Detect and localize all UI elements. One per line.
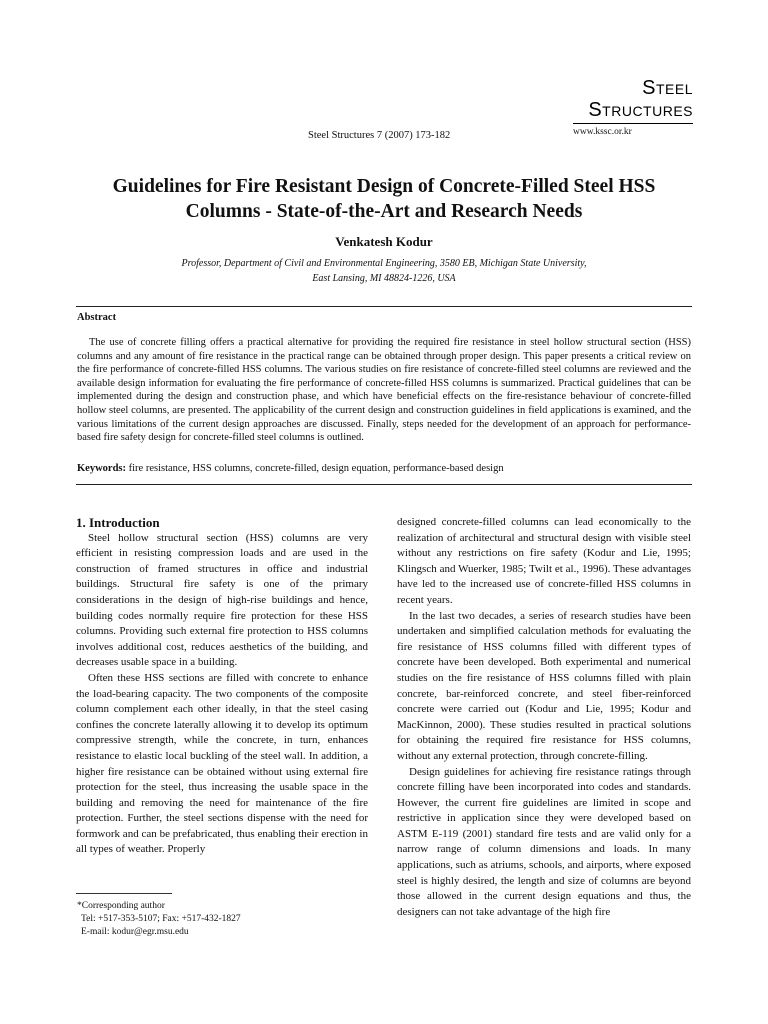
abstract-bottom-rule (76, 484, 692, 485)
footnote (77, 900, 241, 939)
logo-rule (573, 123, 693, 124)
logo-line-2: Structures (588, 99, 693, 121)
logo-line-1: Steel (642, 77, 693, 99)
journal-reference: Steel Structures 7 (2007) 173-182 (308, 130, 451, 141)
footnote-phone: Tel: +517-353-5107; Fax: +517-432-1827 (81, 914, 241, 924)
title-line-2: Columns - State-of-the-Art and Research Needs (185, 201, 583, 222)
abstract-heading: Abstract (77, 312, 117, 323)
author-affiliation (100, 256, 668, 286)
journal-url[interactable]: www.kssc.or.kr (573, 127, 632, 137)
left-column (76, 515, 368, 858)
footnote-rule (76, 893, 172, 894)
abstract-top-rule (76, 306, 692, 307)
keywords (77, 463, 504, 474)
author-name: Venkatesh Kodur (335, 234, 433, 249)
paper-title (60, 174, 708, 224)
title-line-1: Guidelines for Fire Resistant Design of Concrete-Filled Steel HSS (112, 176, 656, 197)
footnote-corresponding: *Corresponding author (77, 901, 165, 911)
right-column (397, 515, 691, 920)
paragraph: designed concrete-filled columns can lead economically to the realization of architectural and structural design with visible steel without any restrictions on fire safety (Kodur and Lie, 1995; Klingsch and Wuerker, 1985; Twilt et al., 1996). These advantages have led to the increased use of concrete-filled HSS columns in recent years. (397, 516, 691, 606)
journal-logo (573, 77, 693, 137)
keywords-text: fire resistance, HSS columns, concrete-filled, design equation, performance-based design (128, 463, 504, 474)
paragraph: Steel hollow structural section (HSS) columns are very efficient in resisting compression loads and are used in the construction of framed structures in office and industrial buildings. Structural fire safety is one of the primary considerations in the design of high-rise buildings and hence, building codes normally require fire protection for these HSS columns. Providing such external fire protection to HSS columns involves additional cost, reduces aesthetics of the building, and decreases usable space in a building. (76, 531, 368, 669)
footnote-email[interactable]: E-mail: kodur@egr.msu.edu (81, 927, 189, 937)
paragraph: Design guidelines for achieving fire resistance ratings through concrete filling have been incorporated into codes and standards. However, the current fire guidelines are limited in scope and restrictive in application since they were developed based on ASTM E-119 (2001) standard fire tests and are valid only for a narrow range of column dimensions and loads. In many applications, such as atriums, schools, and airports, where exposed steel is highly desired, the length and size of columns are beyond those allowed in the current design equations and thus, the designers can not take advantage of the high fire (397, 765, 691, 918)
keywords-label: Keywords: (77, 463, 126, 474)
section-heading-introduction: 1. Introduction (76, 515, 160, 530)
affiliation-line-1: Professor, Department of Civil and Environmental Engineering, 3580 EB, Michigan State University, (181, 258, 587, 269)
affiliation-line-2: East Lansing, MI 48824-1226, USA (312, 273, 456, 284)
paragraph: Often these HSS sections are filled with concrete to enhance the load-bearing capacity. The two components of the composite column complement each other ideally, in that the steel casing confines the concrete laterally allowing it to develop its optimum compressive strength, while the concrete, in turn, enhances resistance to elastic local buckling of the steel wall. In addition, a higher fire resistance can be obtained without using external fire protection for the steel, thus increasing the usable space in the building and removing the need for maintenance of the fire protection. Further, the steel sections dispense with the need for formwork and can be prefabricated, thus enabling their erection in all types of weather. Properly (76, 671, 368, 856)
paragraph: In the last two decades, a series of research studies have been undertaken and simplified calculation methods for evaluating the fire resistance of HSS columns filled with different types of concrete have been developed. Both experimental and numerical studies on the fire resistance of HSS columns filled with plain concrete, bar-reinforced concrete, and steel fiber-reinforced concrete were carried out (Kodur and Lie, 1995; Kodur and MacKinnon, 2000). These studies resulted in practical solutions for obtaining the required fire resistance for HSS columns, without any external protection, through concrete-filling. (397, 609, 691, 762)
abstract-body: The use of concrete filling offers a practical alternative for providing the required fire resistance in steel hollow structural section (HSS) columns and any amount of fire resistance in the practical range can be obtained through proper design. This paper presents a critical review on the fire performance of concrete-filled HSS columns. The various studies on fire resistance of concrete-filled steel columns are reviewed and the available design information for evaluating the fire performance of concrete-filled HSS columns is summarized. Practical guidelines that can be implemented during the design and construction phase, and which have beneficial effects on the fire-resistance behaviour of concrete-filled hollow steel columns, are presented. The applicability of the current design and construction guidelines in field applications is examined, and the various limitations of the current design approaches are discussed. Finally, steps needed for the development of an approach for performance-based fire safety design for concrete-filled steel columns is outlined. (77, 337, 691, 444)
